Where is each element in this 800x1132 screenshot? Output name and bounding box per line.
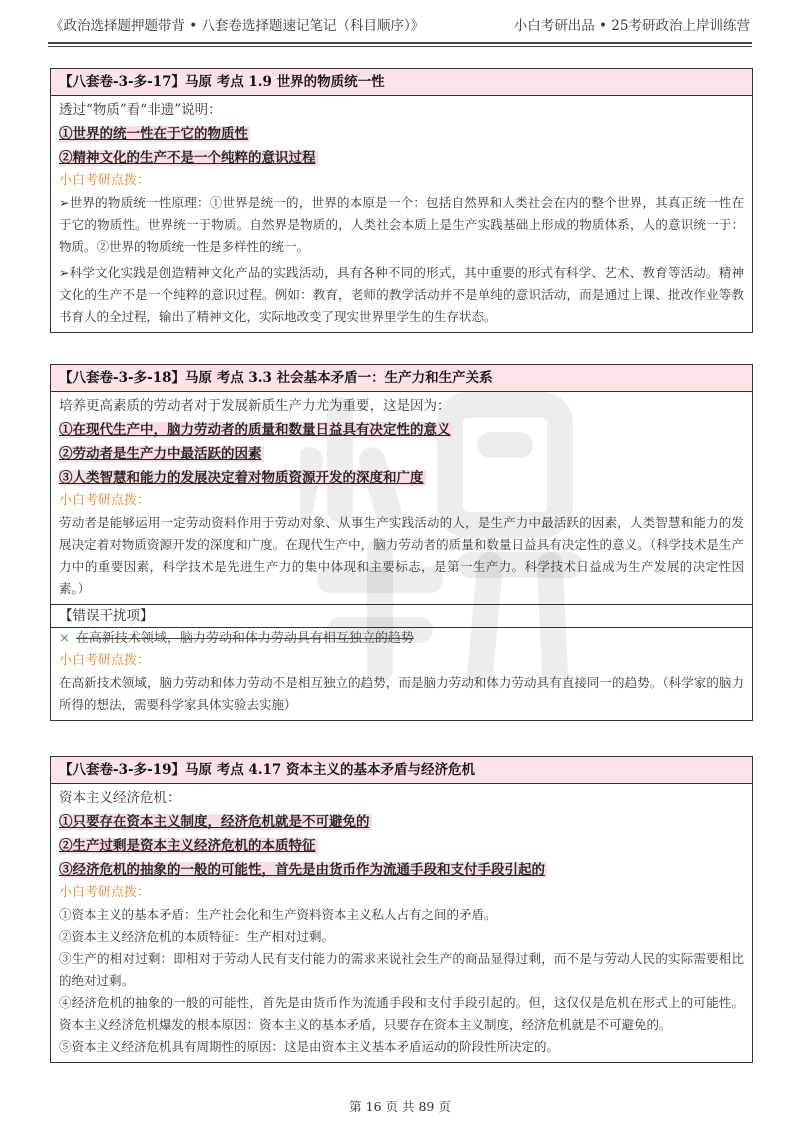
answer-option: ①世界的统一性在于它的物质性 <box>59 126 248 142</box>
tip-paragraph: 劳动者是能够运用一定劳动资料作用于劳动对象、从事生产实践活动的人，是生产力中最活跃的因素，人类智慧和能力的发展决定着对物质资源开发的深度和广度。在现代生产中，脑力劳动者的质量和数量日益具有决定性的意义。（科学技术是生产力中的重要因素，科学技术是先进生产力的集中体现和主要标志，是第一生产力。科学技术日益成为生产发展的决定性因素。） <box>59 515 744 596</box>
answer-option: ③人类智慧和能力的发展决定着对物质资源开发的深度和广度 <box>59 470 424 486</box>
answer-option: ②劳动者是生产力中最活跃的因素 <box>59 446 262 462</box>
tip-paragraph: 在高新技术领域，脑力劳动和体力劳动不是相互独立的趋势，而是脑力劳动和体力劳动具有直接同一的趋势。（科学家的脑力所得的想法，需要科学家具体实验去实施） <box>59 675 744 712</box>
tip-paragraph: ②资本主义经济危机的本质特征：生产相对过剩。 <box>59 929 335 944</box>
card-title: 【八套卷-3-多-17】马原 考点 1.9 世界的物质统一性 <box>51 69 752 96</box>
tip-heading: 小白考研点拨： <box>59 493 151 508</box>
question-stem: 培养更高素质的劳动者对于发展新质生产力尤为重要，这是因为： <box>59 398 451 414</box>
card-title: 【八套卷-3-多-18】马原 考点 3.3 社会基本矛盾一：生产力和生产关系 <box>51 365 752 392</box>
answer-option: ②生产过剩是资本主义经济危机的本质特征 <box>59 838 316 854</box>
question-card-19 <box>50 756 753 1063</box>
tip-paragraph: ④经济危机的抽象的一般的可能性，首先是由货币作为流通手段和支付手段引起的。但，这仅仅是危机在形式上的可能性。资本主义经济危机爆发的根本原因：资本主义的基本矛盾，只要存在资本主义制度，经济危机就是不可避免的。 <box>59 995 744 1032</box>
question-stem: 资本主义经济危机： <box>59 790 181 806</box>
card-title: 【八套卷-3-多-19】马原 考点 4.17 资本主义的基本矛盾与经济危机 <box>51 757 752 784</box>
question-card-17 <box>50 68 753 333</box>
tip-heading: 小白考研点拨： <box>59 653 151 668</box>
question-card-18 <box>50 364 753 721</box>
wrong-options-heading: 【错误干扰项】 <box>51 604 752 627</box>
cross-icon: × <box>59 631 70 646</box>
tip-paragraph: ➢世界的物质统一性原理：①世界是统一的，世界的本原是一个：包括自然界和人类社会在内的整个世界，其真正统一性在于它的物质性。世界统一于物质。自然界是物质的，人类社会本质上是生产实践基础上形成的物质体系，人的意识统一于：物质。②世界的物质统一性是多样性的统一。 <box>59 195 744 254</box>
page-number: 第 16 页 共 89 页 <box>349 1099 451 1114</box>
tip-heading: 小白考研点拨： <box>59 885 151 900</box>
tip-paragraph: ①资本主义的基本矛盾：生产社会化和生产资料资本主义私人占有之间的矛盾。 <box>59 907 497 922</box>
answer-option: ②精神文化的生产不是一个纯粹的意识过程 <box>59 150 316 166</box>
answer-option: ③经济危机的抽象的一般的可能性，首先是由货币作为流通手段和支付手段引起的 <box>59 862 545 878</box>
answer-option: ①在现代生产中，脑力劳动者的质量和数量日益具有决定性的意义 <box>59 422 451 438</box>
page-header <box>50 14 750 40</box>
tip-paragraph: ⑤资本主义经济危机具有周期性的原因：这是由资本主义基本矛盾运动的阶段性所决定的。 <box>59 1039 560 1054</box>
tip-paragraph: ➢科学文化实践是创造精神文化产品的实践活动，具有各种不同的形式，其中重要的形式有科学、艺术、教育等活动。精神文化的生产不是一个纯粹的意识过程。例如：教育，老师的教学活动并不是单纯的意识活动，而是通过上课、批改作业等教书育人的全过程，输出了精神文化，实际地改变了现实世界里学生的生存状态。 <box>59 265 744 324</box>
header-title: 《政治选择题押题带背 • 八套卷选择题速记笔记（科目顺序）》 <box>50 18 425 34</box>
header-brand: 小白考研出品 • 25考研政治上岸训练营 <box>513 18 750 34</box>
question-stem: 透过“物质”看“非遗”说明： <box>59 102 222 118</box>
header-divider-thin <box>48 46 752 47</box>
tip-paragraph: ③生产的相对过剩：即相对于劳动人民有支付能力的需求来说社会生产的商品显得过剩，而不是与劳动人民的实际需要相比的绝对过剩。 <box>59 951 744 988</box>
wrong-option: × 在高新技术领域，脑力劳动和体力劳动具有相互独立的趋势 <box>51 627 752 650</box>
tip-heading: 小白考研点拨： <box>59 173 151 188</box>
answer-option: ①只要存在资本主义制度，经济危机就是不可避免的 <box>59 814 370 830</box>
header-divider <box>48 42 752 44</box>
